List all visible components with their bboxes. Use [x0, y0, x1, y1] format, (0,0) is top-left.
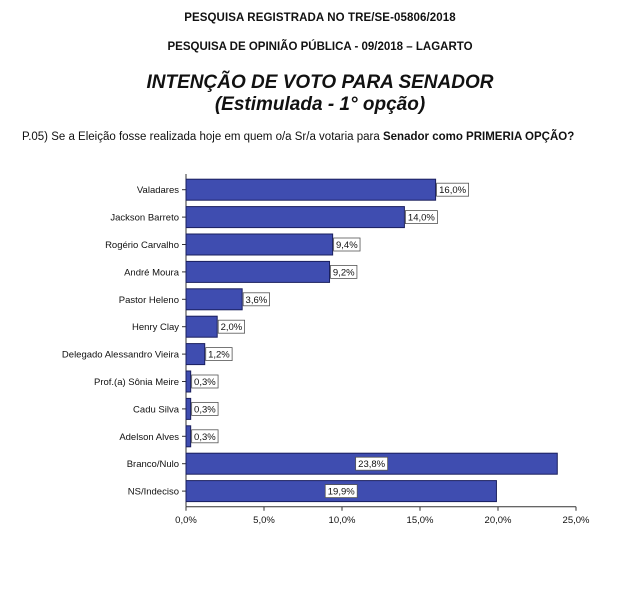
data-label: 0,3% [194, 404, 216, 416]
data-label: 9,4% [336, 240, 358, 251]
bar [186, 261, 330, 282]
data-label: 14,0% [407, 212, 435, 224]
category-label: Delegado Alessandro Vieira [61, 349, 179, 361]
bar [186, 234, 333, 255]
chart-subtitle: (Estimulada - 1° opção) [214, 94, 426, 115]
bar [186, 398, 191, 419]
data-label: 0,3% [194, 377, 216, 388]
category-label: Henry Clay [132, 322, 179, 334]
x-tick-label: 25,0% [562, 514, 590, 526]
x-tick-label: 5,0% [253, 514, 275, 526]
category-label: Rogério Carvalho [105, 240, 179, 251]
bar [186, 344, 205, 365]
bar [186, 289, 242, 310]
category-label: NS/Indeciso [127, 486, 179, 498]
survey-header: PESQUISA DE OPINIÃO PÚBLICA - 09/2018 – LAGARTO [167, 41, 473, 53]
bar [186, 426, 191, 447]
category-label: Valadares [136, 185, 179, 197]
x-tick-label: 15,0% [406, 514, 434, 526]
category-label: Pastor Heleno [118, 294, 179, 306]
category-label: André Moura [124, 267, 179, 279]
category-label: Prof.(a) Sônia Meire [93, 377, 179, 388]
data-label: 1,2% [208, 349, 230, 361]
registration-header: PESQUISA REGISTRADA NO TRE/SE-05806/2018 [184, 12, 456, 24]
x-tick-label: 0,0% [175, 514, 197, 526]
data-label: 19,9% [327, 486, 355, 498]
x-tick-label: 20,0% [484, 514, 512, 526]
bar [186, 179, 436, 200]
data-label: 2,0% [220, 322, 243, 334]
question-emphasis: Senador como PRIMERIA OPÇÃO? [382, 131, 575, 143]
question-prefix: P.05) Se a Eleição fosse realizada hoje em quem o/a Sr/a votaria para [22, 131, 383, 143]
data-label: 3,6% [245, 294, 268, 306]
bar [186, 316, 217, 337]
bar [186, 207, 404, 228]
category-label: Cadu Silva [133, 404, 179, 416]
data-label: 9,2% [332, 267, 355, 279]
category-label: Adelson Alves [119, 431, 179, 443]
x-tick-label: 10,0% [328, 514, 356, 526]
chart-title: INTENÇÃO DE VOTO PARA SENADOR [146, 72, 494, 93]
bar [186, 371, 191, 392]
data-label: 0,3% [194, 431, 216, 443]
data-label: 23,8% [358, 459, 386, 471]
category-label: Jackson Barreto [110, 212, 179, 224]
category-label: Branco/Nulo [126, 459, 179, 471]
data-label: 16,0% [439, 185, 467, 197]
